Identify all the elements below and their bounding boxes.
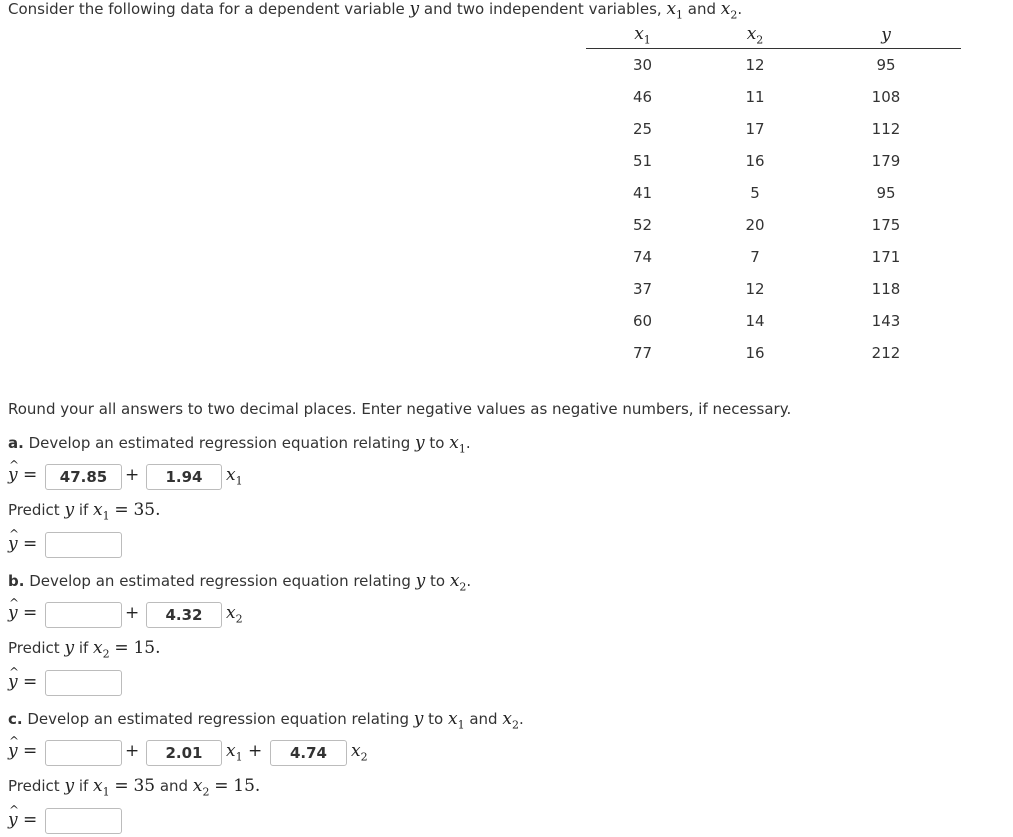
part-c-prediction-input[interactable] bbox=[45, 808, 122, 834]
header-x2: $x_2$ bbox=[699, 22, 811, 49]
table-row: 46 11 108 bbox=[632, 88, 901, 106]
intro-text: Consider the following data for a dependent variable y and two independent variables, $x_1$ and $x_2$. bbox=[8, 0, 743, 22]
part-a-intercept-input[interactable]: 47.85 bbox=[45, 464, 122, 490]
part-c-predict-text: Predict y if $x_1 = 35$ and $x_2 = 15$. bbox=[8, 776, 261, 799]
table-row: 52 20 175 bbox=[632, 216, 901, 234]
x1-variable: $x_1$ bbox=[226, 465, 243, 488]
y-hat-label: ^ y = bbox=[8, 465, 37, 485]
part-a-prediction-input[interactable] bbox=[45, 532, 122, 558]
part-b-question: b. Develop an estimated regression equation relating y to $x_2$. bbox=[8, 571, 472, 594]
table-row: 37 12 118 bbox=[632, 280, 901, 298]
part-c-x2-coefficient-input[interactable]: 4.74 bbox=[270, 740, 347, 766]
part-a-question: a. Develop an estimated regression equation relating y to $x_1$. bbox=[8, 433, 471, 456]
data-table bbox=[586, 22, 961, 369]
y-hat-label: ^ y = bbox=[8, 603, 37, 623]
part-b-intercept-input[interactable] bbox=[45, 602, 122, 628]
part-c-question: c. Develop an estimated regression equation relating y to $x_1$ and $x_2$. bbox=[8, 709, 524, 732]
table-header-row bbox=[586, 22, 961, 49]
table-row: 60 14 143 bbox=[632, 312, 901, 330]
table-row: 51 16 179 bbox=[632, 152, 901, 170]
y-hat-label: ^ y = bbox=[8, 672, 37, 692]
part-a-predict-text: Predict y if $x_1 = 35$. bbox=[8, 500, 161, 523]
part-b-x2-coefficient-input[interactable]: 4.32 bbox=[146, 602, 222, 628]
table-row: 74 7 171 bbox=[632, 248, 901, 266]
x2-variable: $x_2$ bbox=[226, 603, 243, 626]
plus-sign: + bbox=[125, 603, 140, 623]
table-row: 41 5 95 bbox=[632, 184, 896, 202]
y-hat-label: ^ y = bbox=[8, 810, 37, 830]
part-c-x1-coefficient-input[interactable]: 2.01 bbox=[146, 740, 222, 766]
table-row: 77 16 212 bbox=[632, 344, 901, 362]
header-y: y bbox=[811, 22, 961, 49]
part-a-x1-coefficient-input[interactable]: 1.94 bbox=[146, 464, 222, 490]
part-b-prediction-input[interactable] bbox=[45, 670, 122, 696]
plus-sign: + bbox=[125, 465, 140, 485]
plus-sign: + bbox=[125, 741, 140, 761]
y-hat-label: ^ y = bbox=[8, 741, 37, 761]
part-b-predict-text: Predict y if $x_2 = 15$. bbox=[8, 638, 161, 661]
x1-variable: $x_1$ + bbox=[226, 741, 263, 764]
y-hat-label: ^ y = bbox=[8, 534, 37, 554]
table-row: 25 17 112 bbox=[632, 120, 901, 138]
header-x1: $x_1$ bbox=[586, 22, 699, 49]
instructions-text: Round your all answers to two decimal places. Enter negative values as negative numbers, if necessary. bbox=[8, 400, 792, 418]
table-row: 30 12 95 bbox=[632, 56, 896, 74]
x2-variable: $x_2$ bbox=[351, 741, 368, 764]
part-c-intercept-input[interactable] bbox=[45, 740, 122, 766]
